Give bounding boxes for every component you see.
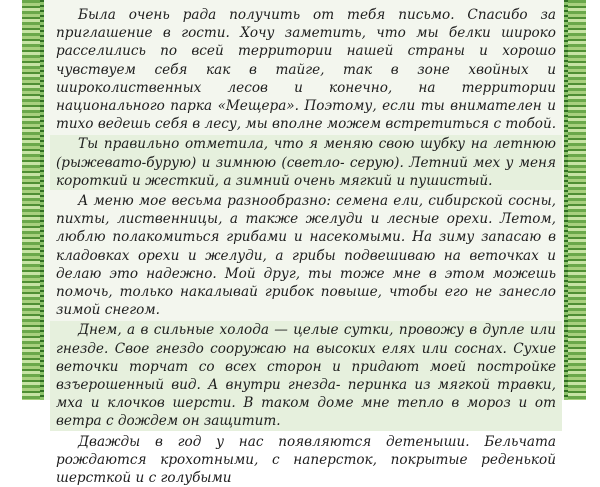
decorative-border-left xyxy=(22,0,40,400)
letter-body xyxy=(50,6,562,487)
paragraph-offspring: Дважды в год у нас появляются детеныши. Бельчата рождаются крохотными, с наперсток, покрытые реденькой шерсткой и с голубыми xyxy=(56,433,556,487)
paragraph-fur: Ты правильно отметила, что я меняю свою шубку на летнюю (рыжевато-бурую) и зимнюю (светло- серую). Летний мех у меня короткий и жесткий, а зимний очень мягкий и пушистый. xyxy=(50,135,562,190)
paragraph-invitation: Была очень рада получить от тебя письмо. Спасибо за приглашение в гости. Хочу заметить, что мы белки широко расселились по всей территории нашей страны и хорошо чувствуем себя как в тайге, так в зоне хвойных и широколиственных лесов и конечно, на территории национального парка «Мещера». Поэтому, если ты внимателен и тихо ведешь себя в лесу, мы вполне можем встретиться с тобой. xyxy=(56,7,557,133)
page-margin-left xyxy=(0,0,22,400)
decorative-border-right xyxy=(568,0,586,400)
paragraph-nest: Днем, а в сильные холода — целые сутки, провожу в дупле или гнезде. Свое гнездо сооружаю на высоких елях или соснах. Сухие веточки торчат со всех сторон и придают моей постройке взъерошенный вид. А внутри гнезда- перинка из мягкой травки, мха и клочков шерсти. В таком доме мне тепло в мороз и от ветра с дождем он защитит. xyxy=(50,321,562,430)
page-margin-right xyxy=(586,0,600,400)
paragraph-menu: А меню мое весьма разнообразно: семена ели, сибирской сосны, пихты, лиственницы, а также желуди и лесные орехи. Летом, люблю полакомиться грибами и насекомыми. На зиму запасаю в кладовках орехи и желуди, а грибы подвешиваю на веточках и делаю это надежно. Мой друг, ты тоже мне в этом можешь помочь, только накалывай грибок повыше, чтобы его не занесло зимой снегом. xyxy=(56,193,556,319)
